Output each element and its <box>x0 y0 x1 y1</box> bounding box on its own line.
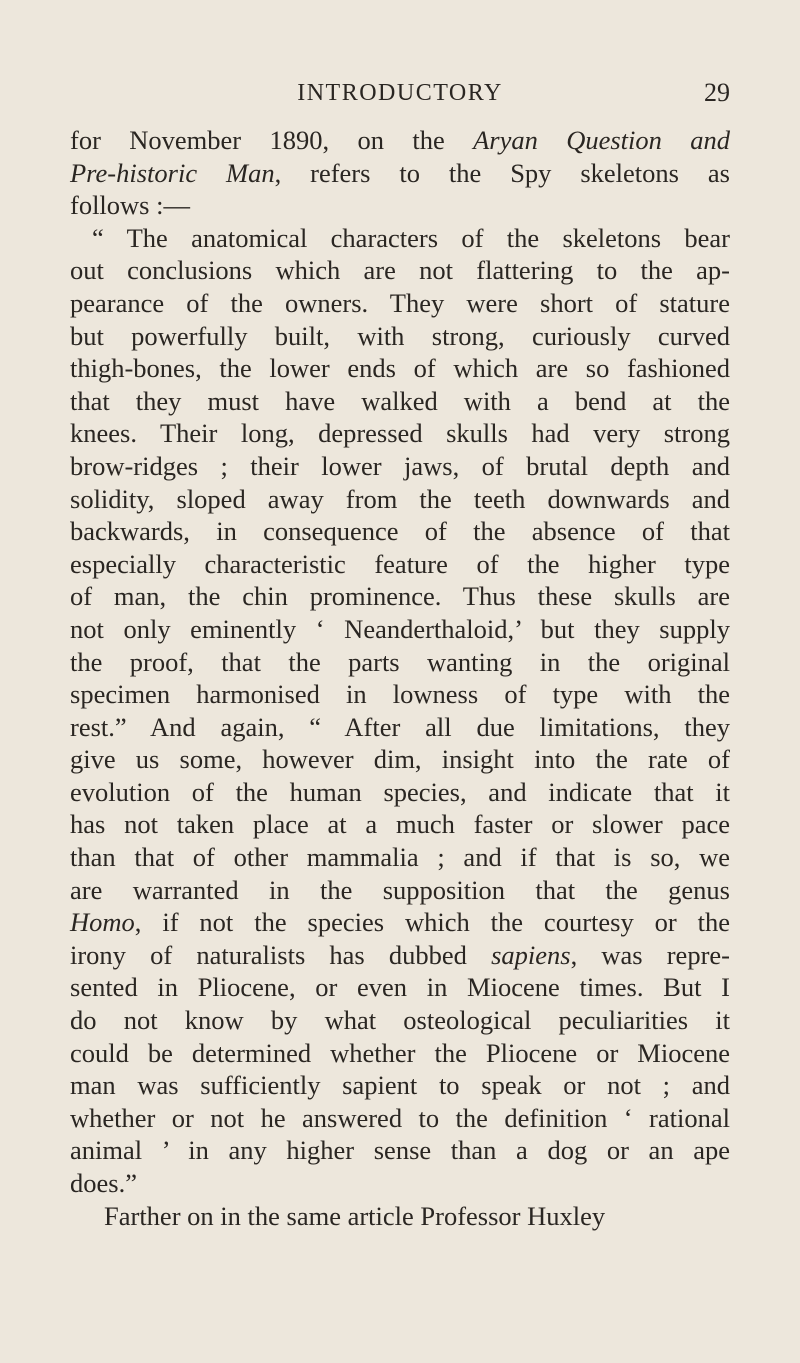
running-title: INTRODUCTORY <box>297 80 503 106</box>
text-line <box>70 678 730 711</box>
text-run: knees. Their long, depressed skulls had very strong <box>70 418 730 449</box>
text-line <box>70 352 730 385</box>
text-line <box>70 971 730 1004</box>
text-run: specimen harmonised in lowness of type with the <box>70 679 730 710</box>
text-line <box>70 1037 730 1070</box>
text-run: man was sufficiently sapient to speak or not ; and <box>70 1070 730 1101</box>
italic-text-run: Pre-historic Man <box>70 157 275 188</box>
italic-text-run: Aryan Question and <box>473 125 731 155</box>
text-line <box>70 320 730 353</box>
text-run: do not know by what osteological peculiarities it <box>70 1005 730 1036</box>
text-run: whether or not he answered to the definition ‘ rational <box>70 1102 730 1133</box>
text-line <box>70 808 730 841</box>
text-line <box>70 711 730 744</box>
text-line <box>70 939 730 972</box>
text-run: brow-ridges ; their lower jaws, of brutal depth and <box>70 450 730 481</box>
italic-text-run: sapiens <box>491 939 571 970</box>
text-line <box>70 254 730 287</box>
text-line <box>70 124 730 157</box>
text-line <box>70 1102 730 1135</box>
text-run: , if not the species which the courtesy or the <box>134 907 730 938</box>
text-run: “ The anatomical characters of the skeletons bear <box>92 222 730 253</box>
text-run: for November 1890, on the <box>70 125 474 155</box>
italic-text-run: Homo <box>70 907 135 938</box>
text-line <box>70 450 730 483</box>
text-run: than that of other mammalia ; and if that is so, we <box>70 842 730 873</box>
text-line <box>70 189 730 222</box>
text-run: does.” <box>70 1168 137 1198</box>
text-run: that they must have walked with a bend at the <box>70 385 730 416</box>
text-run: solidity, sloped away from the teeth downwards and <box>70 483 730 514</box>
text-run: but powerfully built, with strong, curiously curved <box>70 320 730 351</box>
text-line <box>70 1134 730 1167</box>
text-line <box>70 548 730 581</box>
text-run: out conclusions which are not flattering to the ap- <box>70 255 730 286</box>
text-line <box>70 580 730 613</box>
text-line <box>70 743 730 776</box>
text-line <box>70 222 730 255</box>
text-line <box>70 483 730 516</box>
text-line <box>70 613 730 646</box>
text-run: pearance of the owners. They were short of stature <box>70 287 730 318</box>
text-run: evolution of the human species, and indicate that it <box>70 776 730 807</box>
text-run: thigh-bones, the lower ends of which are so fashioned <box>70 353 730 384</box>
text-run: , was repre- <box>570 939 730 970</box>
text-line <box>70 157 730 190</box>
text-run: of man, the chin prominence. Thus these skulls are <box>70 581 730 612</box>
text-line <box>70 287 730 320</box>
text-run: give us some, however dim, insight into the rate of <box>70 744 730 775</box>
text-line <box>70 1200 730 1233</box>
body-text <box>70 124 730 1232</box>
text-run: has not taken place at a much faster or slower pace <box>70 809 730 840</box>
text-run: are warranted in the supposition that the genus <box>70 874 730 905</box>
text-run: irony of naturalists has dubbed <box>70 939 492 970</box>
text-run: animal ’ in any higher sense than a dog or an ape <box>70 1135 730 1166</box>
text-run: follows :— <box>70 190 190 221</box>
text-line <box>70 874 730 907</box>
text-run: not only eminently ‘ Neanderthaloid,’ but they supply <box>70 613 730 644</box>
text-run: sented in Pliocene, or even in Miocene times. But I <box>70 972 730 1003</box>
text-line <box>70 1167 730 1200</box>
text-run: the proof, that the parts wanting in the original <box>70 646 730 677</box>
page-number: 29 <box>704 78 730 107</box>
text-run: backwards, in consequence of the absence of that <box>70 516 730 547</box>
text-run: Farther on in the same article Professor Huxley <box>104 1200 606 1231</box>
text-line <box>70 515 730 548</box>
text-line <box>70 841 730 874</box>
page-header <box>70 76 730 112</box>
text-run: especially characteristic feature of the higher type <box>70 548 730 579</box>
text-line <box>70 776 730 809</box>
text-line <box>70 646 730 679</box>
text-line <box>70 417 730 450</box>
text-line <box>70 1004 730 1037</box>
text-run: rest.” And again, “ After all due limitations, they <box>70 711 730 742</box>
text-run: could be determined whether the Pliocene or Miocene <box>70 1037 730 1068</box>
text-line <box>70 385 730 418</box>
text-line <box>70 1069 730 1102</box>
text-run: , refers to the Spy skeletons as <box>274 157 730 188</box>
text-line <box>70 906 730 939</box>
